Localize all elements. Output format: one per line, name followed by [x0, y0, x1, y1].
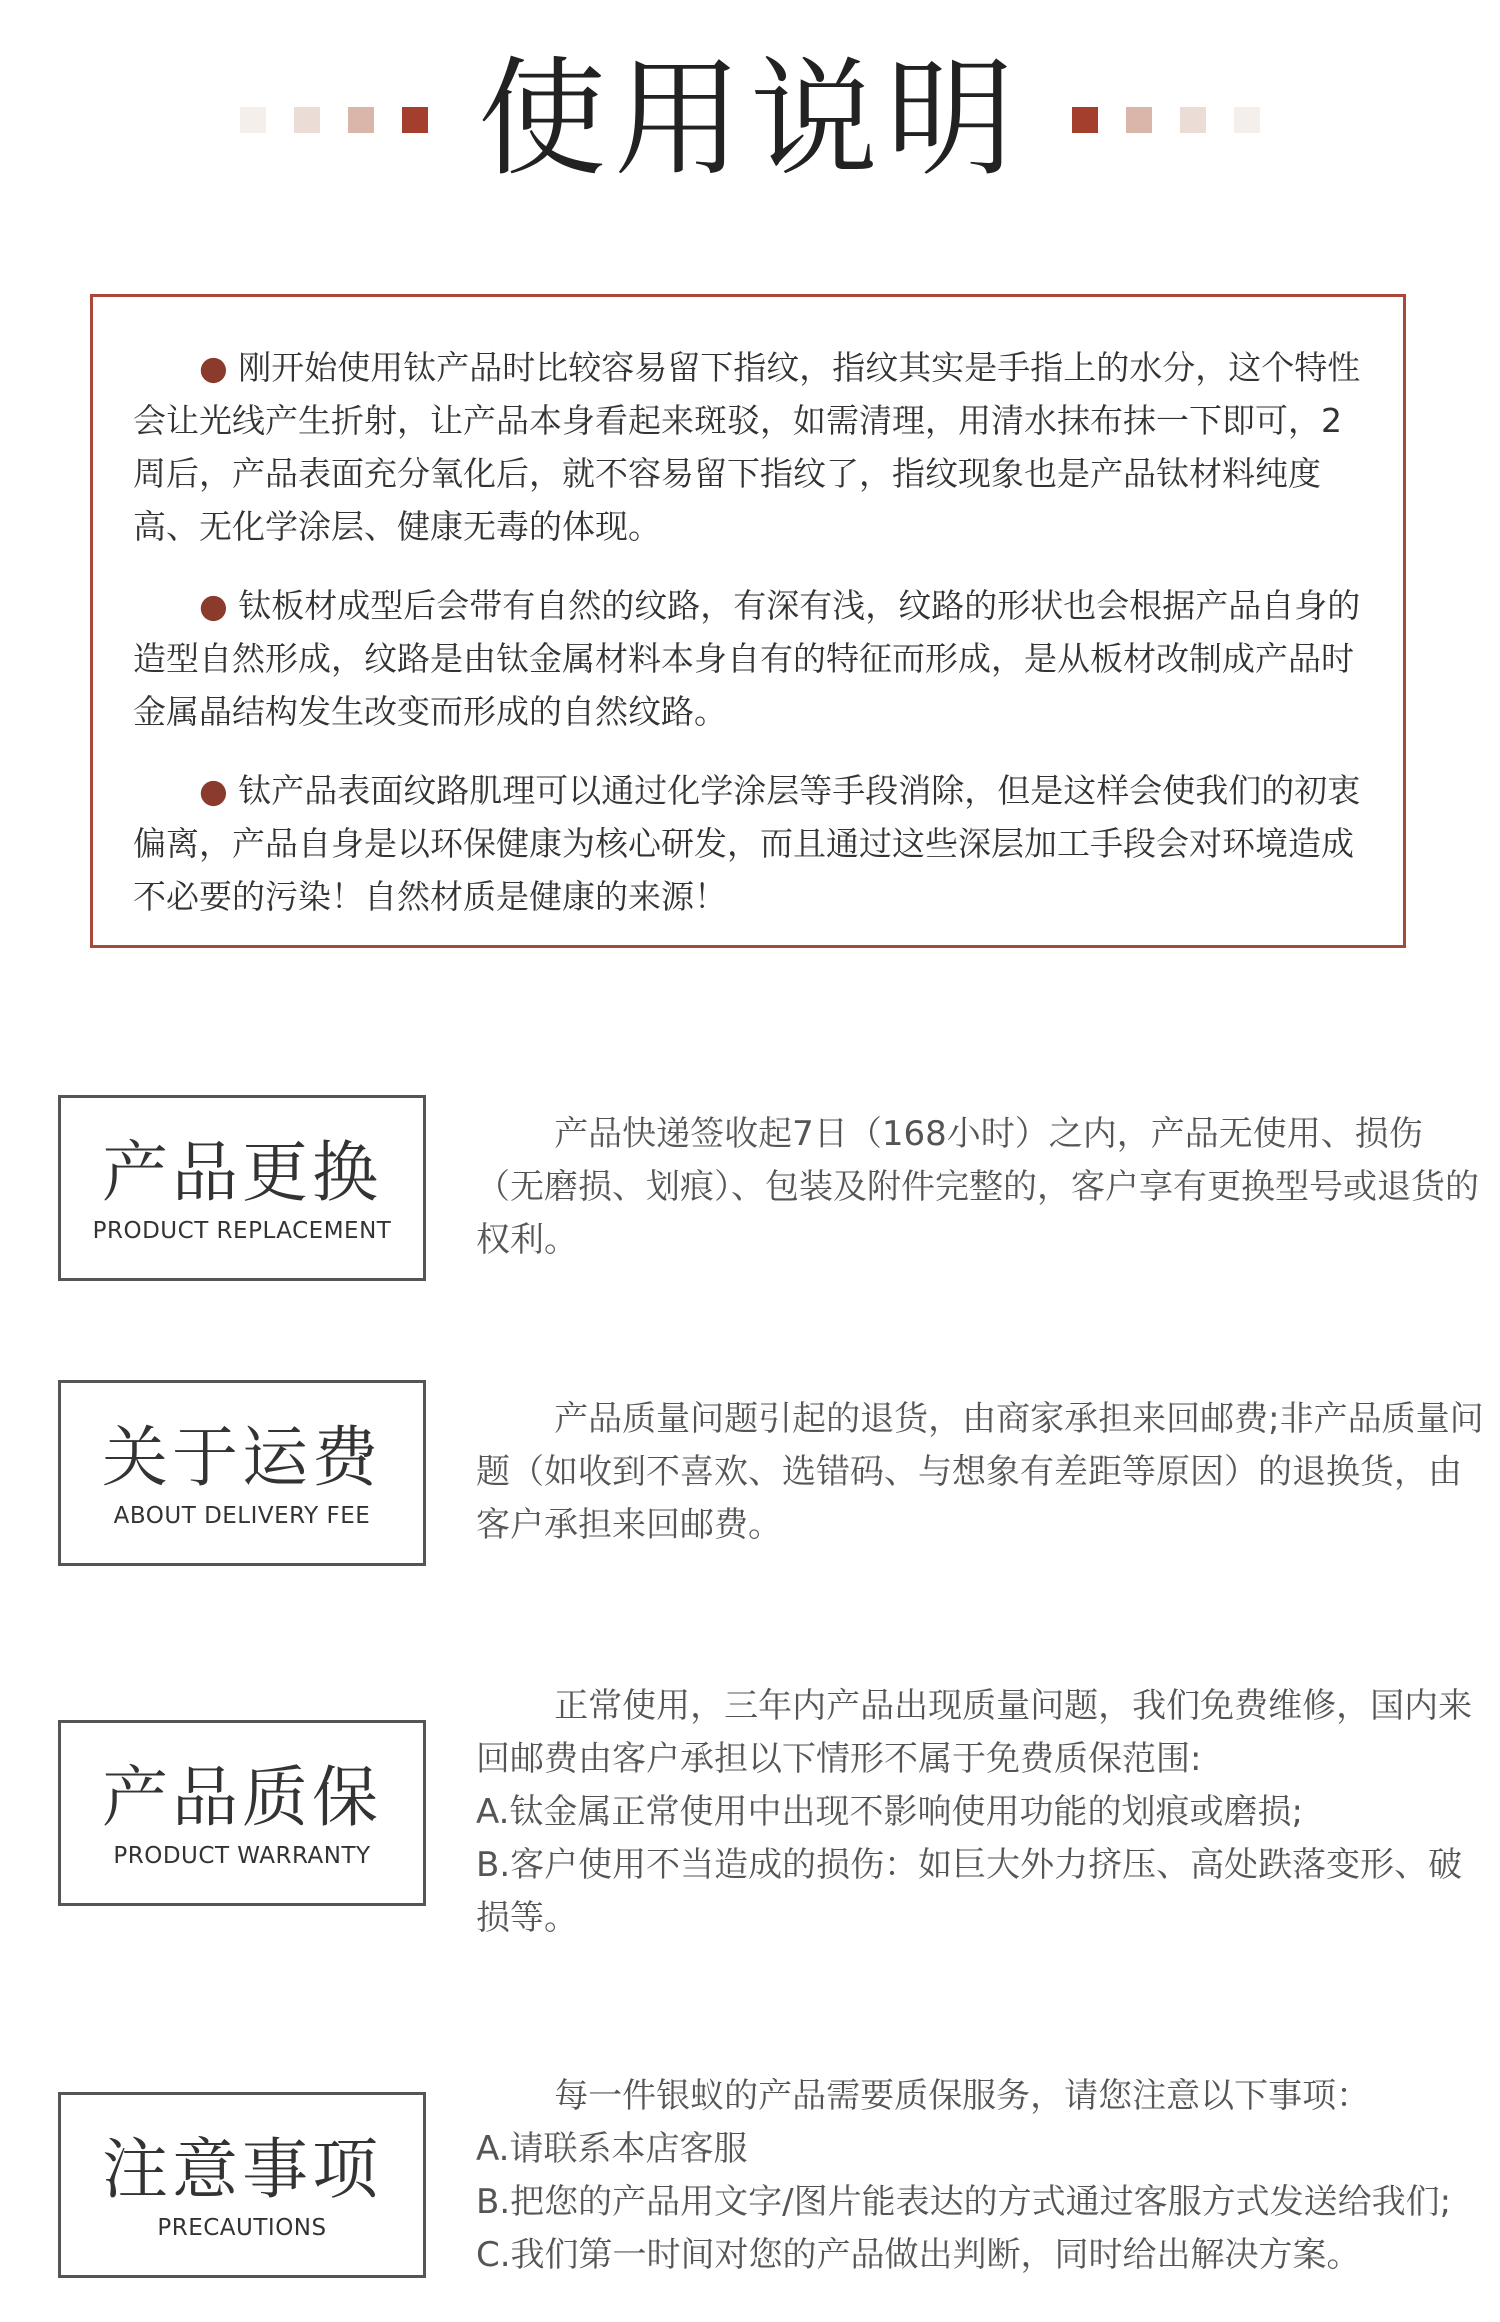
section-delivery-fee [58, 1375, 1484, 1575]
section-label-box [58, 1720, 426, 1906]
notice-paragraph [133, 341, 1363, 553]
description-line: 产品快递签收起7日（168小时）之内，产品无使用、损伤（无磨损、划痕）、包装及附件完整的，客户享有更换型号或退货的权利。 [476, 1114, 1479, 1260]
description-line: B.客户使用不当造成的损伤：如巨大外力挤压、高处跌落变形、破损等。 [476, 1845, 1463, 1938]
description-line: C.我们第一时间对您的产品做出判断，同时给出解决方案。 [476, 2235, 1361, 2275]
decor-square [1234, 107, 1260, 133]
section-description [476, 1680, 1486, 1945]
section-label-box [58, 1095, 426, 1281]
section-title: 关于运费 [102, 1419, 382, 1496]
page-title: 使用说明 [477, 45, 1022, 194]
section-label-box [58, 1380, 426, 1566]
decor-square [402, 107, 428, 133]
section-warranty [58, 1680, 1473, 1950]
decor-square [240, 107, 266, 133]
section-description [476, 1393, 1486, 1552]
section-subtitle: PRECAUTIONS [157, 2215, 327, 2241]
notice-text: 刚开始使用钛产品时比较容易留下指纹，指纹其实是手指上的水分，这个特性会让光线产生折射，让产品本身看起来斑驳，如需清理，用清水抹布抹一下即可，2周后，产品表面充分氧化后，就不容易留下指纹了，指纹现象也是产品钛材料纯度高、无化学涂层、健康无毒的体现。 [133, 348, 1361, 546]
notice-paragraph [133, 579, 1363, 738]
section-subtitle: PRODUCT WARRANTY [113, 1843, 371, 1869]
notice-paragraph [133, 764, 1363, 923]
notice-text: 钛板材成型后会带有自然的纹路，有深有浅，纹路的形状也会根据产品自身的造型自然形成，纹路是由钛金属材料本身自有的特征而形成，是从板材改制成产品时金属晶结构发生改变而形成的自然纹路。 [133, 586, 1361, 731]
section-title: 产品质保 [102, 1759, 382, 1836]
decor-square [1180, 107, 1206, 133]
description-line: 每一件银蚁的产品需要质保服务，请您注意以下事项： [554, 2076, 1371, 2116]
decor-square [1126, 107, 1152, 133]
bullet-icon: ● [199, 586, 228, 625]
section-subtitle: ABOUT DELIVERY FEE [113, 1503, 371, 1529]
section-replacement [58, 1090, 1479, 1290]
decor-squares-left [226, 107, 442, 133]
header [0, 40, 1500, 200]
section-description [476, 2070, 1486, 2282]
section-subtitle: PRODUCT REPLACEMENT [92, 1218, 392, 1244]
section-label-box [58, 2092, 426, 2278]
notice-text: 钛产品表面纹路肌理可以通过化学涂层等手段消除，但是这样会使我们的初衷偏离，产品自身是以环保健康为核心研发，而且通过这些深层加工手段会对环境造成不必要的污染！自然材质是健康的来源！ [133, 771, 1361, 916]
description-line: B.把您的产品用文字/图片能表达的方式通过客服方式发送给我们; [476, 2182, 1452, 2222]
bullet-icon: ● [199, 348, 228, 387]
description-line: A.请联系本店客服 [476, 2129, 748, 2169]
decor-square [1072, 107, 1098, 133]
section-precautions [58, 2070, 1452, 2322]
description-line: 正常使用，三年内产品出现质量问题，我们免费维修，国内来回邮费由客户承担以下情形不属于免费质保范围: [476, 1686, 1473, 1779]
decor-squares-right [1058, 107, 1274, 133]
section-title: 注意事项 [102, 2131, 382, 2208]
decor-square [294, 107, 320, 133]
description-line: 产品质量问题引起的退货，由商家承担来回邮费;非产品质量问题（如收到不喜欢、选错码、与想象有差距等原因）的退换货，由客户承担来回邮费。 [476, 1399, 1484, 1545]
bullet-icon: ● [199, 771, 228, 810]
section-title: 产品更换 [102, 1134, 382, 1211]
section-description [476, 1108, 1486, 1267]
description-line: A.钛金属正常使用中出现不影响使用功能的划痕或磨损; [476, 1792, 1303, 1832]
notice-box [90, 294, 1406, 948]
decor-square [348, 107, 374, 133]
